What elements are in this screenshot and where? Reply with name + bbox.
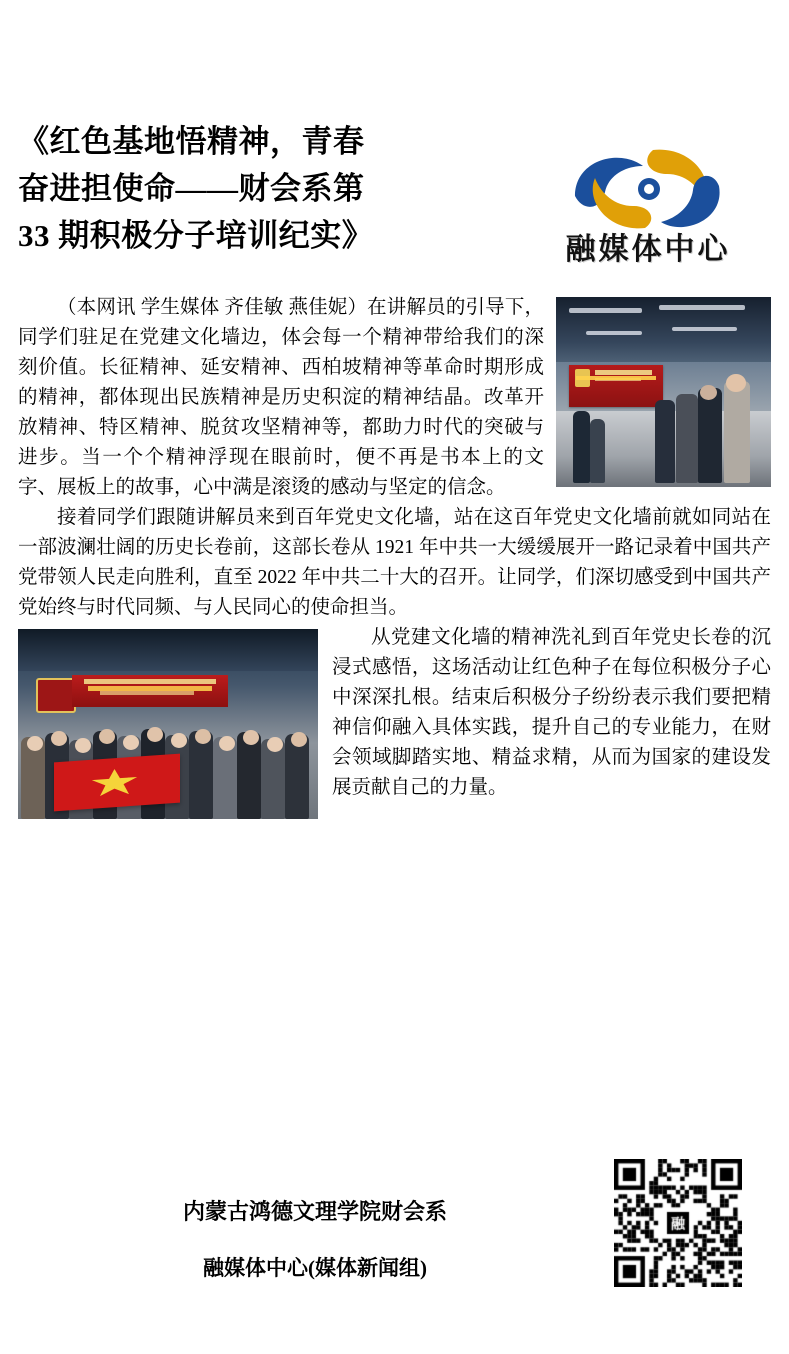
swirl-logo-icon bbox=[557, 140, 737, 232]
document-page bbox=[0, 118, 789, 1354]
footer-line-2: 融媒体中心(媒体新闻组) bbox=[203, 1256, 427, 1280]
media-center-logo bbox=[529, 140, 767, 280]
document-footer bbox=[0, 1099, 789, 1354]
title-line-1: 《红色基地悟精神，青春 bbox=[18, 124, 365, 159]
logo-label: 融媒体中心 bbox=[565, 233, 731, 266]
title-line-2: 奋进担使命——财会系第 bbox=[18, 171, 365, 206]
paragraph-2: 接着同学们跟随讲解员来到百年党史文化墙，站在这百年党史文化墙前就如同站在一部波澜壮阔的历史长卷前，这部长卷从 1921 年中共一大缓缓展开一路记录着中国共产党带领人民走向胜利，直至 2022 年中共二十大的召开。让同学，们深切感受到中国共产党始终与时代同频、与人民同心的使命担当。 bbox=[18, 507, 771, 618]
document-header bbox=[18, 118, 771, 293]
article-body bbox=[18, 293, 771, 827]
footer-line-1: 内蒙古鸿德文理学院财会系 bbox=[182, 1199, 447, 1224]
photo-group-flag bbox=[18, 629, 318, 819]
page-title bbox=[18, 118, 488, 259]
paragraph-3: 从党建文化墙的精神洗礼到百年党史长卷的沉浸式感悟，这场活动让红色种子在每位积极分子心中深深扎根。结束后积极分子纷纷表示我们要把精神信仰融入具体实践，提升自己的专业能力，在财会领域脚踏实地、精益求精，从而为国家的建设发展贡献自己的力量。 bbox=[332, 627, 771, 798]
footer-credits bbox=[95, 1184, 535, 1296]
title-line-3: 33 期积极分子培训纪实》 bbox=[18, 218, 374, 253]
paragraph-1: （本网讯 学生媒体 齐佳敏 燕佳妮）在讲解员的引导下，同学们驻足在党建文化墙边，体会每一个精神带给我们的深刻价值。长征精神、延安精神、西柏坡精神等革命时期形成的精神，都体现出民族精神是历史积淀的精神结晶。改革开放精神、特区精神、脱贫攻坚精神等，都助力时代的突破与进步。当一个个精神浮现在眼前时，便不再是书本上的文字、展板上的故事，心中满是滚烫的感动与坚定的信念。 bbox=[18, 297, 544, 498]
photo-culture-wall bbox=[556, 297, 771, 487]
qr-code-icon bbox=[614, 1159, 742, 1287]
